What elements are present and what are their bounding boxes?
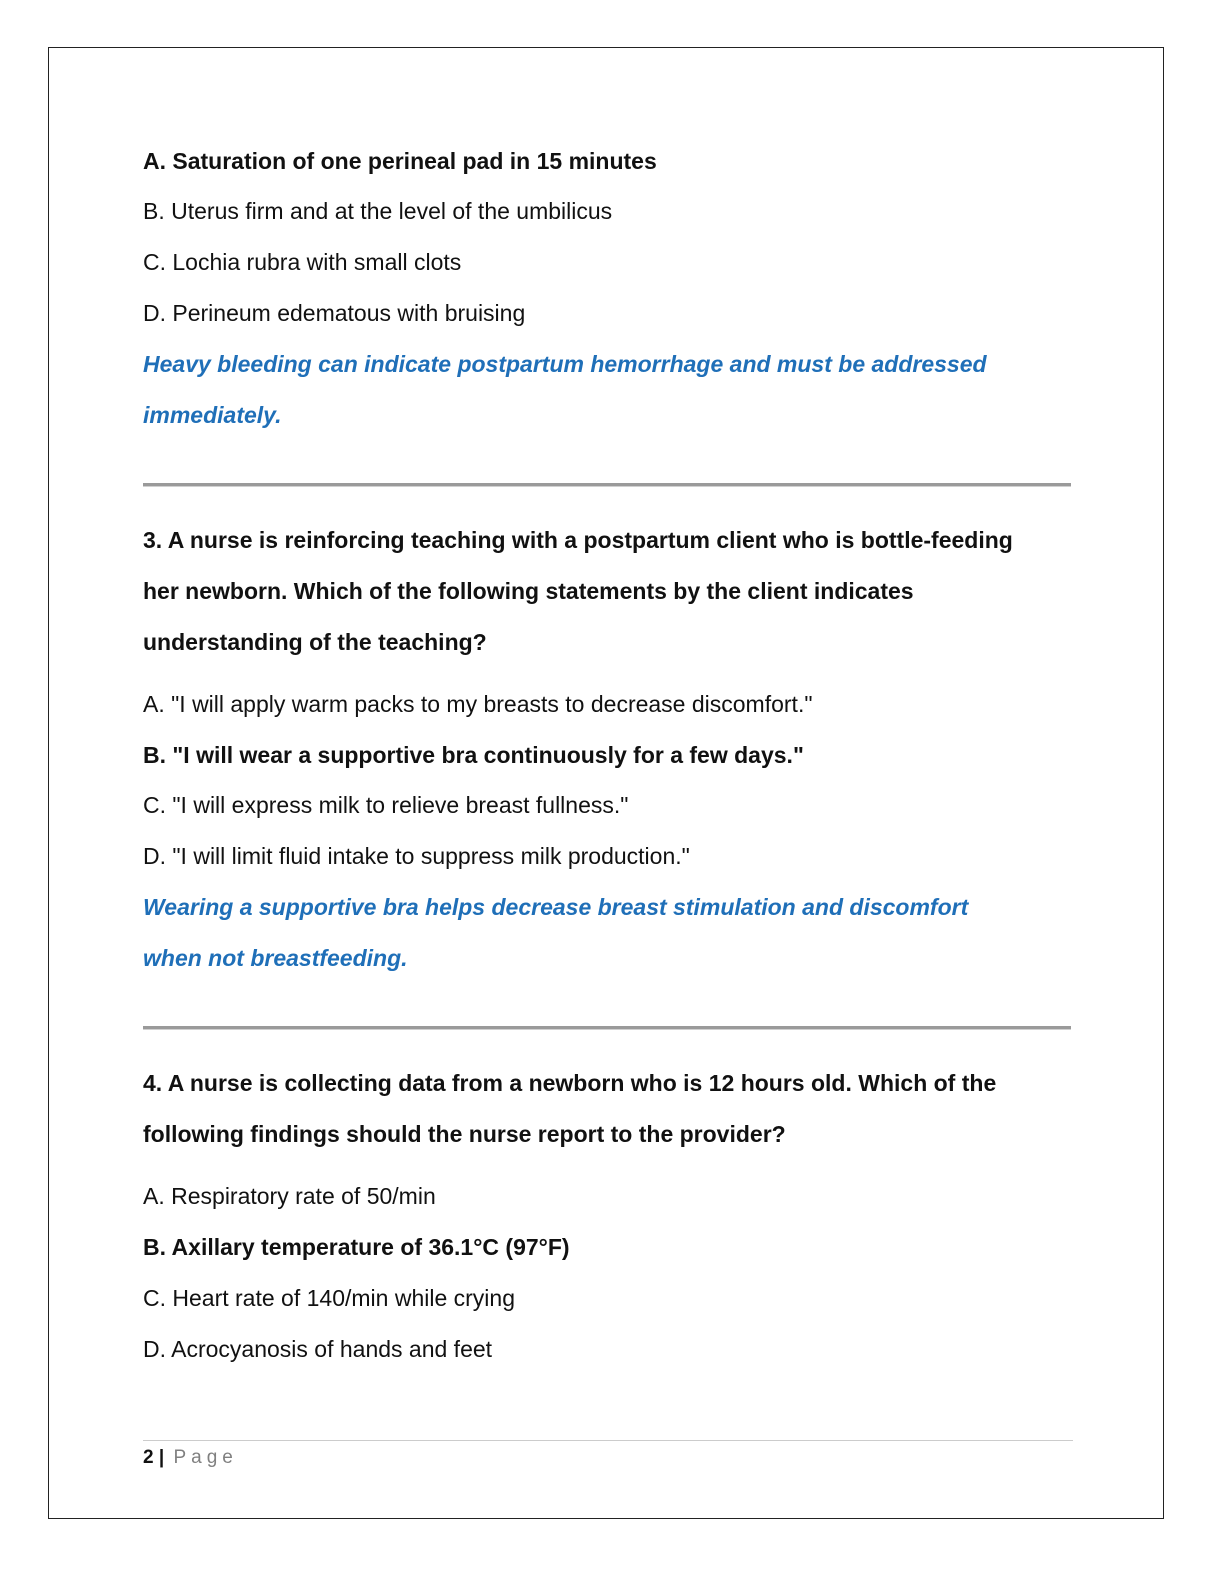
page-number: 2: [143, 1447, 154, 1468]
q2-option-b: B. Uterus firm and at the level of the umbilicus: [143, 198, 613, 224]
q2-rationale-line-1: Heavy bleeding can indicate postpartum hemorrhage and must be addressed: [143, 351, 987, 377]
q4-option-a: A. Respiratory rate of 50/min: [143, 1183, 436, 1209]
q3-option-d: D. "I will limit fluid intake to suppress milk production.": [143, 843, 690, 869]
q2-option-a: A. Saturation of one perineal pad in 15 minutes: [143, 148, 657, 174]
q3-option-c: C. "I will express milk to relieve breast fullness.": [143, 792, 629, 818]
q3-option-a: A. "I will apply warm packs to my breasts to decrease discomfort.": [143, 691, 813, 717]
q3-question-line-2: her newborn. Which of the following statements by the client indicates: [143, 578, 914, 604]
q4-option-d: D. Acrocyanosis of hands and feet: [143, 1336, 493, 1362]
section-divider: [143, 483, 1071, 487]
q3-rationale-line-2: when not breastfeeding.: [143, 945, 408, 971]
q2-rationale-line-2: immediately.: [143, 402, 282, 428]
q4-option-b: B. Axillary temperature of 36.1°C (97°F): [143, 1234, 570, 1260]
q3-rationale-line-1: Wearing a supportive bra helps decrease breast stimulation and discomfort: [143, 894, 969, 920]
section-divider: [143, 1026, 1071, 1030]
q4-question-line-1: 4. A nurse is collecting data from a newborn who is 12 hours old. Which of the: [143, 1070, 997, 1096]
q3-question-line-3: understanding of the teaching?: [143, 629, 487, 655]
q3-question-line-1: 3. A nurse is reinforcing teaching with a postpartum client who is bottle-feeding: [143, 527, 1013, 553]
q2-option-d: D. Perineum edematous with bruising: [143, 300, 526, 326]
q4-option-c: C. Heart rate of 140/min while crying: [143, 1285, 515, 1311]
footer-separator: |: [158, 1447, 165, 1468]
q4-question-line-2: following findings should the nurse report to the provider?: [143, 1121, 786, 1147]
page-label: Page: [173, 1447, 238, 1468]
page-footer: [143, 1446, 238, 1470]
q2-option-c: C. Lochia rubra with small clots: [143, 249, 462, 275]
q3-option-b: B. "I will wear a supportive bra continuously for a few days.": [143, 742, 804, 768]
footer-rule: [143, 1440, 1073, 1441]
